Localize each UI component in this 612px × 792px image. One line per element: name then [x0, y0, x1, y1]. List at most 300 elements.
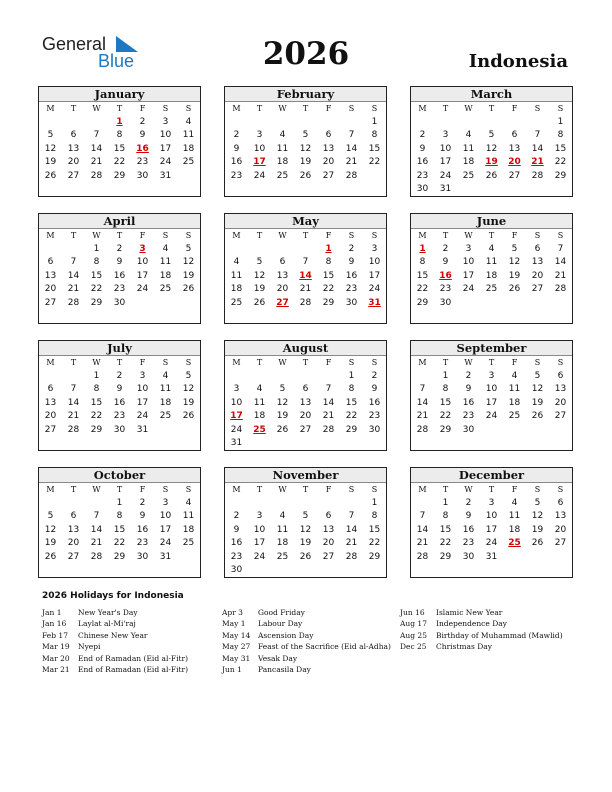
day-cell: 26: [44, 170, 57, 181]
day-cell: 29: [322, 297, 335, 308]
empty-day-cell: [294, 116, 317, 130]
day-cell: 24: [439, 170, 452, 181]
week-row: [39, 116, 200, 130]
day-cell: 22: [439, 411, 452, 421]
day-cell: 26: [531, 538, 544, 548]
weekday-header: M: [46, 358, 55, 367]
day-cell: 9: [465, 511, 472, 521]
weekday-header: M: [418, 231, 427, 240]
day-cell: 28: [531, 170, 544, 181]
day-cell: 6: [557, 497, 564, 508]
day-cell: 21: [67, 411, 80, 421]
day-cell: 10: [136, 257, 149, 267]
month-february: [224, 86, 387, 197]
empty-day-cell: [317, 497, 340, 511]
day-cell: 20: [322, 157, 335, 167]
day-cell: 7: [557, 243, 564, 254]
day-cell: 8: [442, 384, 449, 394]
month-name: October: [39, 468, 200, 483]
weekday-header-row: [39, 229, 200, 243]
day-cell: 15: [554, 143, 567, 154]
day-cell: 28: [67, 424, 80, 435]
week-row: [39, 383, 200, 397]
day-cell: 17: [159, 143, 172, 154]
holiday-date: May 14: [222, 630, 251, 640]
week-row: [39, 410, 200, 424]
month-september: [410, 340, 573, 451]
holiday-item: [42, 630, 188, 641]
day-cell: 22: [368, 538, 381, 548]
day-cell: 29: [113, 551, 126, 562]
day-cell: 23: [368, 411, 381, 421]
day-cell: 11: [182, 511, 195, 521]
holiday-date: Dec 25: [400, 642, 427, 652]
day-cell: 25: [485, 284, 498, 294]
day-cell: 7: [302, 257, 309, 267]
day-cell: 29: [113, 170, 126, 181]
day-cell: 2: [233, 511, 240, 521]
week-row: [225, 564, 386, 578]
holiday-item: [222, 630, 391, 641]
day-cell: 6: [47, 384, 54, 394]
day-cell: 14: [67, 397, 80, 408]
day-cell: 29: [554, 170, 567, 181]
day-cell: 14: [345, 143, 358, 154]
day-cell: 27: [531, 284, 544, 294]
empty-day-cell: [363, 170, 386, 184]
weekday-header: T: [302, 104, 309, 113]
day-cell: 8: [557, 130, 564, 140]
holiday-day-cell: 21: [531, 157, 544, 167]
empty-day-cell: [503, 424, 526, 438]
week-row: [225, 283, 386, 297]
week-row: [39, 256, 200, 270]
day-cell: 15: [439, 397, 452, 408]
empty-day-cell: [62, 370, 85, 384]
day-cell: 25: [508, 411, 521, 421]
day-cell: 29: [368, 551, 381, 562]
day-cell: 23: [230, 551, 243, 562]
day-cell: 16: [462, 397, 475, 408]
holiday-item: [400, 618, 563, 629]
weekday-header: F: [139, 231, 146, 240]
day-cell: 30: [345, 297, 358, 308]
week-row: [411, 116, 572, 130]
day-cell: 17: [368, 270, 381, 281]
weekday-header: W: [464, 231, 473, 240]
weekday-header: S: [557, 485, 564, 494]
empty-day-cell: [457, 116, 480, 130]
day-cell: 21: [90, 538, 103, 548]
weekday-header: F: [139, 485, 146, 494]
day-cell: 15: [113, 524, 126, 535]
week-row: [39, 143, 200, 157]
holiday-date: Mar 20: [42, 653, 70, 663]
weekday-header-row: [39, 483, 200, 497]
day-cell: 5: [279, 384, 286, 394]
empty-day-cell: [225, 116, 248, 130]
week-row: [411, 297, 572, 311]
day-cell: 2: [139, 116, 146, 127]
day-cell: 4: [185, 497, 192, 508]
week-row: [225, 397, 386, 411]
day-cell: 11: [462, 143, 475, 154]
day-cell: 7: [325, 384, 332, 394]
weekday-header: M: [46, 485, 55, 494]
weekday-header: W: [278, 358, 287, 367]
day-cell: 1: [116, 497, 123, 508]
week-row: [39, 524, 200, 538]
week-row: [411, 524, 572, 538]
day-cell: 19: [182, 270, 195, 281]
weekday-header: W: [278, 485, 287, 494]
day-cell: 25: [276, 551, 289, 562]
day-cell: 18: [230, 284, 243, 294]
weekday-header: S: [557, 358, 564, 367]
day-cell: 30: [113, 424, 126, 435]
day-cell: 12: [44, 143, 57, 154]
day-cell: 16: [230, 157, 243, 167]
week-row: [225, 243, 386, 257]
day-cell: 6: [325, 130, 332, 140]
day-cell: 9: [139, 130, 146, 140]
weekday-header: S: [185, 358, 192, 367]
day-cell: 22: [113, 538, 126, 548]
holiday-name: Good Friday: [258, 608, 305, 617]
day-cell: 24: [136, 411, 149, 421]
day-cell: 16: [368, 397, 381, 408]
day-cell: 22: [439, 538, 452, 548]
empty-day-cell: [225, 370, 248, 384]
empty-day-cell: [549, 551, 572, 565]
weekday-header: S: [371, 104, 378, 113]
day-cell: 26: [44, 551, 57, 562]
day-cell: 25: [182, 157, 195, 167]
day-cell: 13: [299, 397, 312, 408]
empty-day-cell: [549, 183, 572, 197]
empty-day-cell: [294, 497, 317, 511]
empty-day-cell: [248, 497, 271, 511]
empty-day-cell: [294, 370, 317, 384]
holiday-name: Pancasila Day: [258, 664, 311, 674]
day-cell: 25: [182, 538, 195, 548]
day-cell: 29: [416, 297, 429, 308]
day-cell: 28: [322, 424, 335, 435]
day-cell: 16: [136, 524, 149, 535]
week-row: [225, 270, 386, 284]
week-row: [225, 143, 386, 157]
day-cell: 11: [485, 257, 498, 267]
day-cell: 24: [159, 538, 172, 548]
day-cell: 6: [325, 511, 332, 521]
week-row: [39, 551, 200, 565]
week-row: [39, 497, 200, 511]
day-cell: 6: [534, 243, 541, 254]
day-cell: 13: [67, 143, 80, 154]
day-cell: 12: [276, 397, 289, 408]
empty-day-cell: [363, 564, 386, 578]
day-cell: 11: [276, 143, 289, 154]
day-cell: 17: [462, 270, 475, 281]
weekday-header: M: [46, 231, 55, 240]
week-row: [225, 156, 386, 170]
weekday-header: T: [442, 231, 449, 240]
week-row: [225, 524, 386, 538]
holiday-day-cell: 14: [299, 270, 312, 281]
day-cell: 13: [44, 270, 57, 281]
day-cell: 12: [182, 384, 195, 394]
day-cell: 8: [442, 511, 449, 521]
week-row: [411, 156, 572, 170]
empty-day-cell: [503, 551, 526, 565]
holiday-item: [42, 664, 188, 675]
empty-day-cell: [271, 370, 294, 384]
day-cell: 17: [136, 270, 149, 281]
day-cell: 27: [67, 551, 80, 562]
empty-day-cell: [549, 297, 572, 311]
day-cell: 19: [276, 411, 289, 421]
weekday-header-row: [225, 102, 386, 116]
week-row: [411, 370, 572, 384]
day-cell: 30: [439, 297, 452, 308]
weekday-header: M: [46, 104, 55, 113]
day-cell: 24: [485, 411, 498, 421]
weekday-header: S: [162, 104, 169, 113]
day-cell: 25: [230, 297, 243, 308]
day-cell: 27: [44, 297, 57, 308]
empty-day-cell: [340, 497, 363, 511]
day-cell: 19: [182, 397, 195, 408]
empty-day-cell: [39, 497, 62, 511]
day-cell: 26: [299, 170, 312, 181]
day-cell: 19: [253, 284, 266, 294]
weekday-header: F: [325, 104, 332, 113]
weekday-header: M: [232, 104, 241, 113]
day-cell: 24: [462, 284, 475, 294]
holiday-day-cell: 31: [368, 297, 381, 308]
day-cell: 6: [70, 130, 77, 140]
empty-day-cell: [39, 116, 62, 130]
holiday-day-cell: 19: [485, 157, 498, 167]
empty-day-cell: [225, 497, 248, 511]
weekday-header-row: [411, 229, 572, 243]
day-cell: 31: [439, 184, 452, 194]
day-cell: 2: [116, 370, 123, 381]
weekday-header: M: [418, 485, 427, 494]
day-cell: 4: [185, 116, 192, 127]
day-cell: 20: [299, 411, 312, 421]
day-cell: 9: [116, 384, 123, 394]
weekday-header: T: [488, 358, 495, 367]
day-cell: 27: [554, 538, 567, 548]
day-cell: 3: [465, 243, 472, 254]
empty-day-cell: [411, 497, 434, 511]
day-cell: 4: [488, 243, 495, 254]
day-cell: 13: [322, 143, 335, 154]
holiday-name: Christmas Day: [436, 642, 492, 652]
empty-day-cell: [271, 497, 294, 511]
day-cell: 27: [299, 424, 312, 435]
day-cell: 28: [554, 284, 567, 294]
day-cell: 12: [485, 143, 498, 154]
holiday-name: Feast of the Sacrifice (Eid al-Adha): [258, 642, 391, 652]
weekday-header-row: [39, 102, 200, 116]
empty-day-cell: [503, 297, 526, 311]
day-cell: 14: [90, 524, 103, 535]
week-row: [39, 270, 200, 284]
holidays-title: 2026 Holidays for Indonesia: [42, 591, 184, 601]
day-cell: 28: [416, 551, 429, 562]
weekday-header: M: [232, 358, 241, 367]
day-cell: 2: [442, 243, 449, 254]
day-cell: 21: [554, 270, 567, 281]
day-cell: 10: [485, 384, 498, 394]
month-december: [410, 467, 573, 578]
holiday-day-cell: 16: [136, 143, 149, 154]
empty-day-cell: [340, 116, 363, 130]
day-cell: 3: [256, 511, 263, 521]
day-cell: 4: [256, 384, 263, 394]
weekday-header: W: [464, 485, 473, 494]
brand-word-general: General: [42, 34, 107, 54]
day-cell: 2: [465, 497, 472, 508]
day-cell: 27: [44, 424, 57, 435]
day-cell: 7: [348, 511, 355, 521]
day-cell: 29: [439, 424, 452, 435]
weekday-header: S: [557, 104, 564, 113]
holiday-item: [42, 618, 188, 629]
weekday-header: F: [325, 358, 332, 367]
day-cell: 10: [230, 397, 243, 408]
day-cell: 21: [299, 284, 312, 294]
day-cell: 8: [325, 257, 332, 267]
day-cell: 17: [159, 524, 172, 535]
day-cell: 26: [508, 284, 521, 294]
day-cell: 4: [465, 130, 472, 140]
weekday-header: T: [442, 104, 449, 113]
day-cell: 23: [136, 157, 149, 167]
holiday-day-cell: 25: [253, 424, 266, 435]
week-row: [39, 397, 200, 411]
day-cell: 12: [182, 257, 195, 267]
day-cell: 26: [253, 297, 266, 308]
day-cell: 17: [253, 538, 266, 548]
weekday-header-row: [225, 483, 386, 497]
day-cell: 6: [279, 257, 286, 267]
day-cell: 13: [67, 524, 80, 535]
day-cell: 7: [70, 384, 77, 394]
day-cell: 14: [554, 257, 567, 267]
day-cell: 5: [185, 370, 192, 381]
day-cell: 12: [508, 257, 521, 267]
holiday-day-cell: 20: [508, 157, 521, 167]
empty-day-cell: [248, 243, 271, 257]
day-cell: 10: [253, 524, 266, 535]
empty-day-cell: [39, 243, 62, 257]
weekday-header: T: [488, 104, 495, 113]
month-march: [410, 86, 573, 197]
holiday-name: Ascension Day: [258, 630, 314, 640]
day-cell: 2: [419, 130, 426, 140]
weekday-header: S: [557, 231, 564, 240]
week-row: [225, 551, 386, 565]
month-name: June: [411, 214, 572, 229]
weekday-header: S: [371, 485, 378, 494]
day-cell: 20: [276, 284, 289, 294]
weekday-header: F: [511, 358, 518, 367]
week-row: [411, 243, 572, 257]
month-name: August: [225, 341, 386, 356]
day-cell: 9: [139, 511, 146, 521]
empty-day-cell: [177, 424, 200, 438]
week-row: [225, 537, 386, 551]
day-cell: 5: [302, 511, 309, 521]
month-january: [38, 86, 201, 197]
weekday-header-row: [39, 356, 200, 370]
day-cell: 17: [485, 397, 498, 408]
empty-day-cell: [154, 424, 177, 438]
empty-day-cell: [457, 183, 480, 197]
day-cell: 23: [439, 284, 452, 294]
day-cell: 11: [230, 270, 243, 281]
weekday-header: S: [185, 104, 192, 113]
day-cell: 12: [299, 143, 312, 154]
day-cell: 18: [508, 397, 521, 408]
month-name: April: [39, 214, 200, 229]
day-cell: 16: [113, 397, 126, 408]
day-cell: 3: [256, 130, 263, 140]
day-cell: 9: [116, 257, 123, 267]
empty-day-cell: [317, 437, 340, 451]
week-row: [411, 397, 572, 411]
holiday-name: Independence Day: [436, 619, 507, 629]
day-cell: 23: [113, 284, 126, 294]
weekday-header: F: [511, 104, 518, 113]
holiday-date: Jan 16: [42, 619, 67, 629]
month-june: [410, 213, 573, 324]
day-cell: 3: [162, 116, 169, 127]
empty-day-cell: [248, 370, 271, 384]
day-cell: 4: [233, 257, 240, 267]
day-cell: 10: [253, 143, 266, 154]
empty-day-cell: [39, 370, 62, 384]
day-cell: 20: [44, 411, 57, 421]
day-cell: 31: [230, 438, 243, 448]
holiday-date: Jan 1: [42, 608, 62, 617]
weekday-header-row: [225, 229, 386, 243]
day-cell: 23: [230, 170, 243, 181]
day-cell: 7: [70, 257, 77, 267]
holiday-day-cell: 3: [139, 243, 146, 254]
day-cell: 4: [511, 497, 518, 508]
day-cell: 22: [90, 411, 103, 421]
weekday-header: W: [278, 231, 287, 240]
day-cell: 8: [371, 511, 378, 521]
weekday-header: T: [488, 231, 495, 240]
weekday-header: S: [185, 485, 192, 494]
weekday-header: T: [302, 485, 309, 494]
holiday-name: Chinese New Year: [78, 630, 148, 640]
weekday-header: S: [371, 358, 378, 367]
week-row: [225, 116, 386, 130]
day-cell: 5: [534, 370, 541, 381]
day-cell: 9: [233, 524, 240, 535]
week-row: [411, 270, 572, 284]
weekday-header: S: [534, 485, 541, 494]
day-cell: 13: [508, 143, 521, 154]
day-cell: 7: [419, 384, 426, 394]
holiday-item: [42, 607, 188, 618]
